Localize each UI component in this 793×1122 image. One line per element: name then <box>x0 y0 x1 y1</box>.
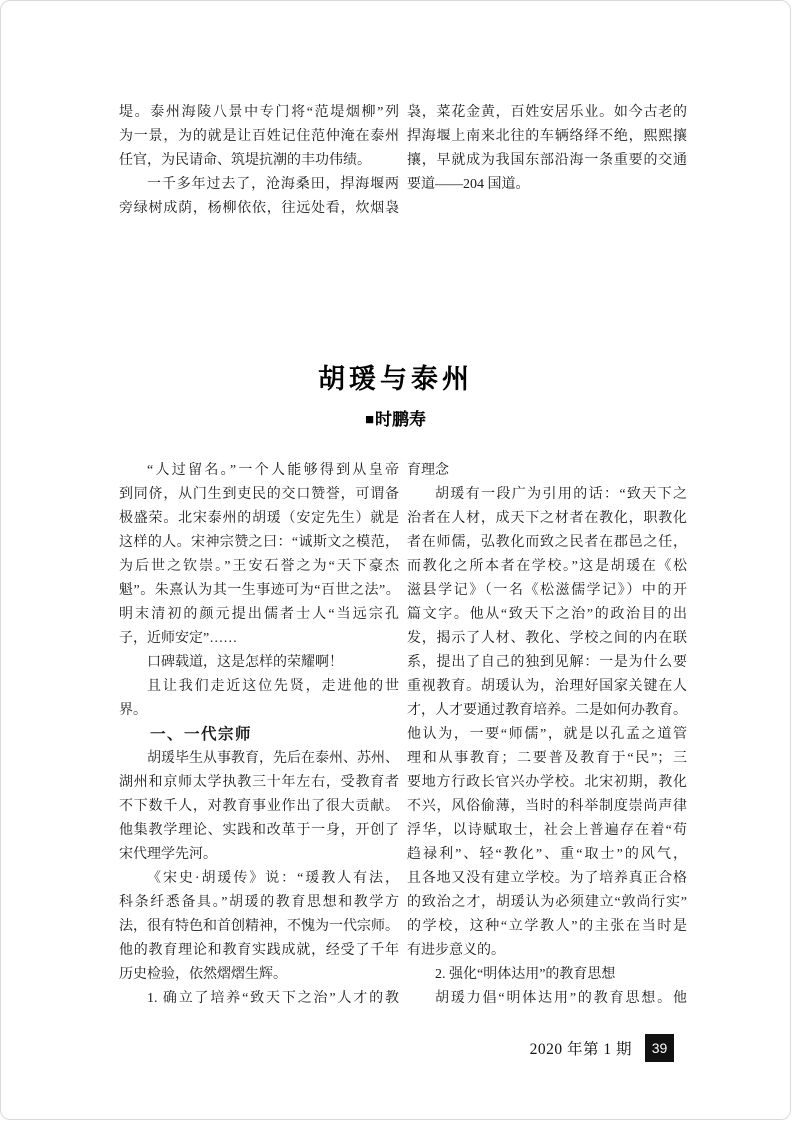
text-line: 法，很有特色和首创精神，不愧为一代宗师。 <box>119 919 399 934</box>
text-line: 这样的人。宋神宗赞之曰：“诚斯文之模范， <box>119 535 399 550</box>
text-line: 袅，菜花金黄，百姓安居乐业。如今古老的 <box>407 105 687 120</box>
text-line: 且各地又没有建立学校。为了培养真正合格 <box>407 871 687 886</box>
text-line: 2. 强化“明体达用”的教育思想 <box>435 967 616 982</box>
text-line: 趋禄利”、轻“教化”、重“取士”的风气， <box>407 847 687 862</box>
text-line: 理和从事教育；二要普及教育于“民”；三 <box>407 751 687 766</box>
text-line: 者在师儒，弘教化而致之民者在郡邑之任， <box>407 535 687 550</box>
text-line: 滋县学记》（一名《松滋儒学记》）中的开 <box>407 583 687 598</box>
text-line: 育理念 <box>407 463 449 478</box>
section-heading: 一、一代宗师 <box>150 726 253 743</box>
text-line: 的致治之才，胡瑗认为必须建立“敦尚行实” <box>407 895 687 910</box>
text-line: 一千多年过去了，沧海桑田，捍海堰两 <box>147 177 399 192</box>
text-line: 捍海堰上南来北往的车辆络绎不绝，熙熙攘 <box>407 129 687 144</box>
author-square-marker-icon: ■ <box>364 411 375 428</box>
text-line: 胡瑗毕生从事教育，先后在泰州、苏州、 <box>147 751 399 766</box>
text-line: 浮华，以诗赋取士，社会上普遍存在着“苟 <box>407 823 687 838</box>
article-left-column <box>119 459 399 1011</box>
text-line: 1. 确立了培养“致天下之治”人才的教 <box>147 991 399 1006</box>
text-line: 《宋史·胡瑗传》说：“瑗教人有法， <box>147 871 399 886</box>
text-line: 他集教学理论、实践和改革于一身，开创了 <box>119 823 399 838</box>
text-line: 攘，早就成为我国东部沿海一条重要的交通 <box>407 153 687 168</box>
text-line: 为一景，为的就是让百姓记住范仲淹在泰州 <box>119 129 399 144</box>
text-line: 他认为，一要“师儒”，就是以孔孟之道管 <box>407 727 687 742</box>
text-line: 不下数千人，对教育事业作出了很大贡献。 <box>119 799 399 814</box>
text-line: 的学校，这种“立学教人”的主张在当时是 <box>407 919 687 934</box>
text-line: 堤。泰州海陵八景中专门将“范堤烟柳”列 <box>119 105 399 120</box>
text-line: 历史检验，依然熠熠生辉。 <box>119 967 287 982</box>
text-line: 且让我们走近这位先贤，走进他的世 <box>147 679 399 694</box>
text-line: 胡瑗有一段广为引用的话：“致天下之 <box>435 487 687 502</box>
text-line: 口碑载道，这是怎样的荣耀啊！ <box>147 655 343 670</box>
text-line: 界。 <box>119 703 147 718</box>
text-line: 而教化之所本者在学校。”这是胡瑗在《松 <box>407 559 687 574</box>
text-line: 为后世之钦崇。”王安石誉之为“天下豪杰 <box>119 559 399 574</box>
article-right-column <box>407 459 687 1011</box>
text-line: 到同侪，从门生到吏民的交口赞誉，可谓备 <box>119 487 399 502</box>
intro-section <box>119 101 687 221</box>
journal-issue: 2020 年第 1 期 <box>529 1041 632 1058</box>
text-line: 不兴，风俗偷薄，当时的科举制度崇尚声律 <box>407 799 687 814</box>
text-line: 篇文字。他从“致天下之治”的政治目的出 <box>407 607 687 622</box>
page-footer <box>530 1034 674 1062</box>
text-line: 才，人才要通过教育培养。二是如何办教育。 <box>407 703 687 718</box>
text-line: 系，提出了自己的独到见解：一是为什么要 <box>407 655 687 670</box>
text-line: 重视教育。胡瑗认为，治理好国家关键在人 <box>407 679 687 694</box>
intro-left-column <box>119 101 399 221</box>
text-line: 极盛荣。北宋泰州的胡瑗（安定先生）就是 <box>119 511 399 526</box>
text-line: 明末清初的颜元提出儒者士人“当远宗孔 <box>119 607 399 622</box>
text-line: 胡瑗力倡“明体达用”的教育思想。他 <box>435 991 687 1006</box>
text-line: 湖州和京师太学执教三十年左右，受教育者 <box>119 775 399 790</box>
text-line: 任官，为民请命、筑堤抗潮的丰功伟绩。 <box>119 153 371 168</box>
article-title: 胡瑗与泰州 <box>318 364 473 394</box>
author-name: 时鹏寿 <box>375 410 427 429</box>
text-line: 宋代理学先河。 <box>119 847 217 862</box>
text-line: 有进步意义的。 <box>407 943 505 958</box>
text-line: 旁绿树成荫，杨柳依依，往远处看，炊烟袅 <box>119 201 399 216</box>
intro-right-column <box>407 101 687 221</box>
article-body <box>119 459 687 1011</box>
text-line: 要地方行政长官兴办学校。北宋初期，教化 <box>407 775 687 790</box>
text-line: 治者在人材，成天下之材者在教化，职教化 <box>407 511 687 526</box>
author-byline <box>1 405 790 430</box>
page-number-badge: 39 <box>645 1034 674 1062</box>
text-line: 魁”。朱熹认为其一生事迹可为“百世之法”。 <box>119 583 399 598</box>
text-line: 科条纤悉备具。”胡瑗的教育思想和教学方 <box>119 895 399 910</box>
text-line: “人过留名。”一个人能够得到从皇帝 <box>147 463 399 478</box>
text-line: 要道——204 国道。 <box>407 177 530 192</box>
text-line: 发，揭示了人材、教化、学校之间的内在联 <box>407 631 687 646</box>
text-line: 子，近师安定”…… <box>119 631 238 646</box>
text-line: 他的教育理论和教育实践成就，经受了千年 <box>119 943 399 958</box>
